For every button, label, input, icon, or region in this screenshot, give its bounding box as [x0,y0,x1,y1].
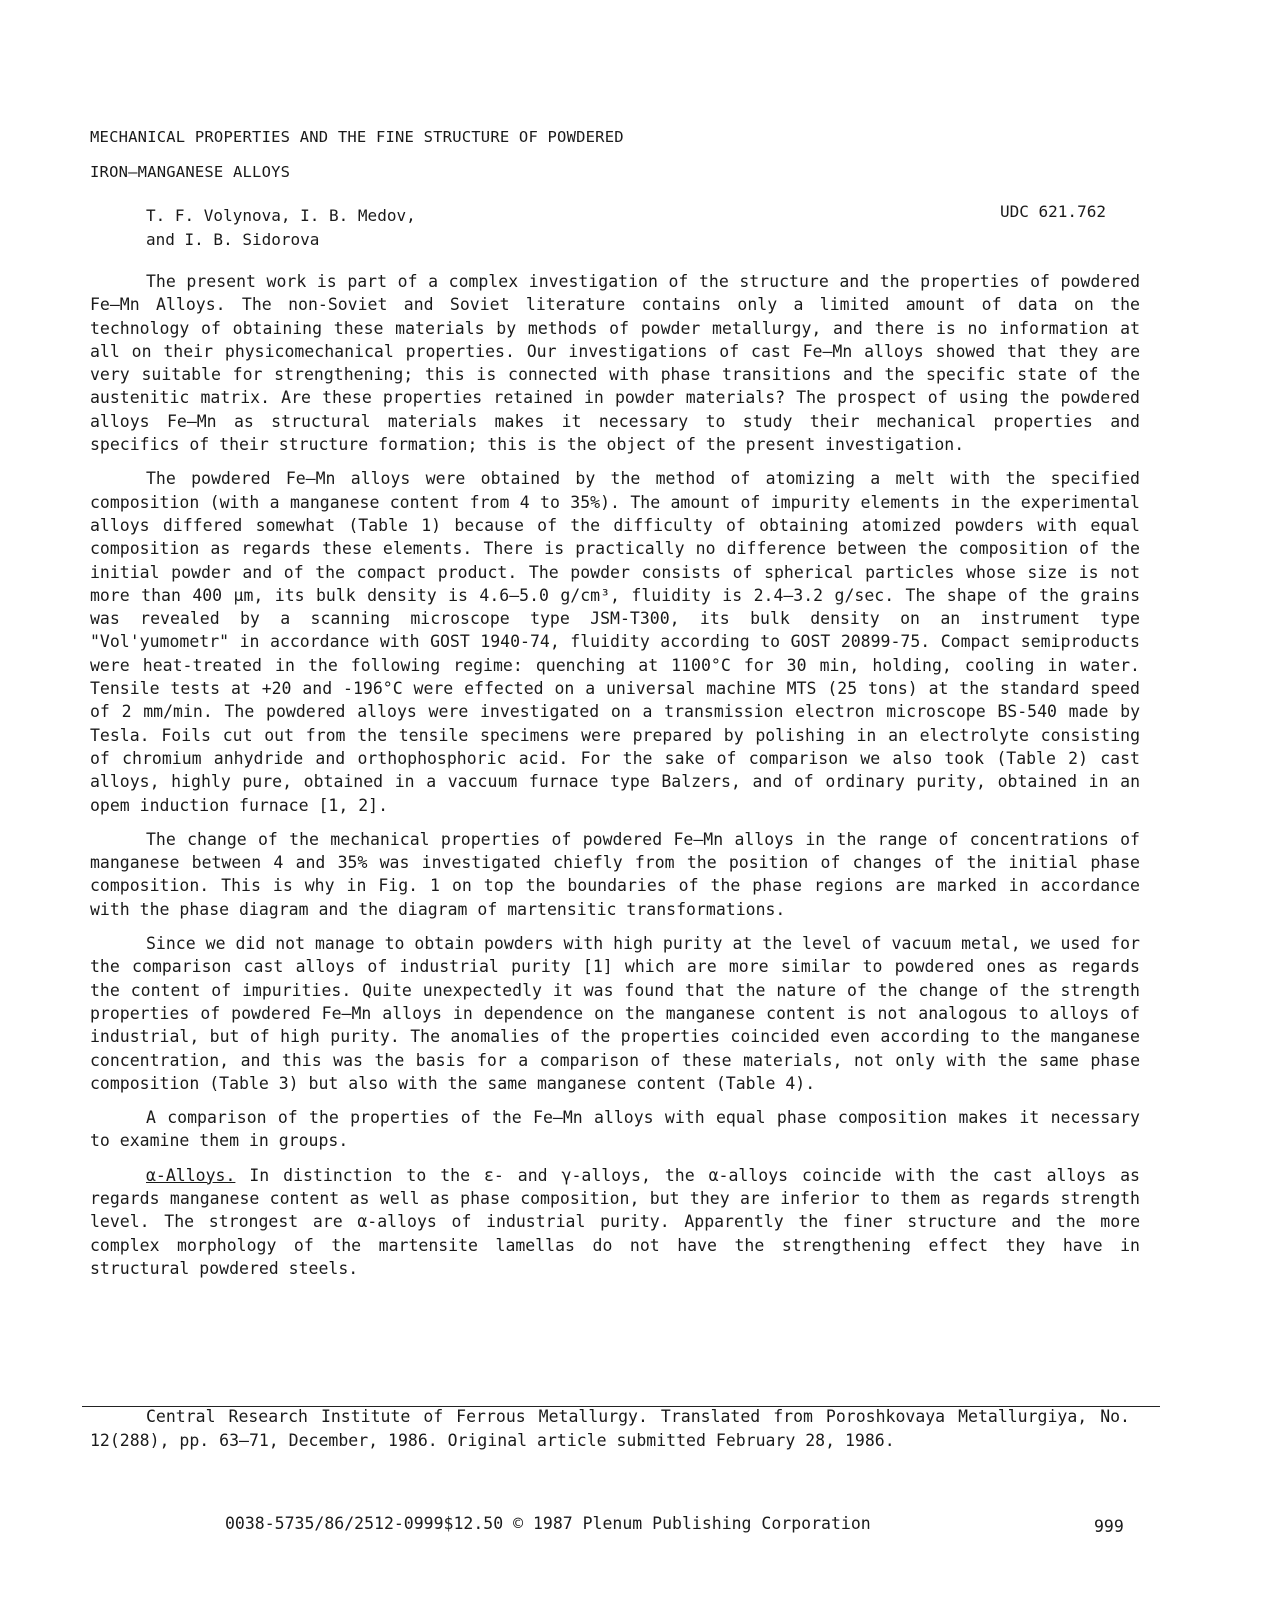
title-line-1: MECHANICAL PROPERTIES AND THE FINE STRUCTURE OF POWDERED [90,128,624,146]
page-number: 999 [1094,1517,1124,1536]
publication-code: 0038-5735/86/2512-0999$12.50 © 1987 Plenum Publishing Corporation [225,1514,871,1533]
article-title [90,120,1090,190]
section-heading-alpha-alloys: α-Alloys. [146,1165,236,1185]
article-body [90,270,1140,1291]
paragraph-5: A comparison of the properties of the Fe—Mn alloys with equal phase composition makes it necessary to examine them in groups. [90,1108,1140,1151]
author-line-2: and I. B. Sidorova [146,230,320,249]
udc-code: UDC 621.762 [1000,202,1106,221]
paragraph-3: The change of the mechanical properties of powdered Fe—Mn alloys in the range of concentrations of manganese between 4 and 35% was investigated chiefly from the position of changes of the initial phase composition. This is why in Fig. 1 on top the boundaries of the phase regions are marked in accordance with the phase diagram and the diagram of martensitic transformations. [90,829,1140,919]
author-line-1: T. F. Volynova, I. B. Medov, [146,206,416,225]
paragraph-2: The powdered Fe—Mn alloys were obtained by the method of atomizing a melt with the specified composition (with a manganese content from 4 to 35%). The amount of impurity elements in the experimental alloys differed somewhat (Table 1) because of the difficulty of obtaining atomized powders with equal composition as regards these elements. There is practically no difference between the composition of the initial powder and of the compact product. The powder consists of spherical particles whose size is not more than 400 μm, its bulk density is 4.6–5.0 g/cm³, fluidity is 2.4–3.2 g/sec. The shape of the grains was revealed by a scanning microscope type JSM-T300, its bulk density on an instrument type "Vol'yumometr" in accordance with GOST 1940-74, fluidity according to GOST 20899-75. Compact semiproducts were heat-treated in the following regime: quenching at 1100°C for 30 min, holding, cooling in water. Tensile tests at +20 and -196°C were effected on a universal machine MTS (25 tons) at the standard speed of 2 mm/min. The powdered alloys were investigated on a transmission electron microscope BS-540 made by Tesla. Foils cut out from the tensile specimens were prepared by polishing in an electrolyte consisting of chromium anhydride and orthophosphoric acid. For the sake of comparison we also took (Table 2) cast alloys, highly pure, obtained in a vaccuum furnace type Balzers, and of ordinary purity, obtained in an opem induction furnace [1, 2]. [90,469,1140,815]
author-list [146,204,416,252]
footnote: Central Research Institute of Ferrous Metallurgy. Translated from Poroshkovaya Metallurgiya, No. 12(288), pp. 63–71, December, 1986. Original article submitted February 28, 1986. [90,1407,1130,1450]
paragraph-4: Since we did not manage to obtain powders with high purity at the level of vacuum metal, we used for the comparison cast alloys of industrial purity [1] which are more similar to powdered ones as regards the content of impurities. Quite unexpectedly it was found that the nature of the change of the strength properties of powdered Fe—Mn alloys in dependence on the manganese content is not analogous to alloys of industrial, but of high purity. The anomalies of the properties coincided even according to the manganese concentration, and this was the basis for a comparison of these materials, not only with the same phase composition (Table 3) but also with the same manganese content (Table 4). [90,934,1140,1093]
title-line-2: IRON—MANGANESE ALLOYS [90,163,291,181]
alpha-alloys-text: In distinction to the ε- and γ-alloys, the α-alloys coincide with the cast alloys as regards manganese content as well as phase composition, but they are inferior to them as regards strength level. The strongest are α-alloys of industrial purity. Apparently the finer structure and the more complex morphology of the martensite lamellas do not have the strengthening effect they have in structural powdered steels. [90,1165,1140,1278]
paragraph-alpha-alloys [90,1164,1140,1280]
paragraph-1: The present work is part of a complex investigation of the structure and the properties of powdered Fe—Mn Alloys. The non-Soviet and Soviet literature contains only a limited amount of data on the technology of obtaining these materials by methods of powder metallurgy, and there is no information at all on their physicomechanical properties. Our investigations of cast Fe—Mn alloys showed that they are very suitable for strengthening; this is connected with phase transitions and the specific state of the austenitic matrix. Are these properties retained in powder materials? The prospect of using the powdered alloys Fe—Mn as structural materials makes it necessary to study their mechanical properties and specifics of their structure formation; this is the object of the present investigation. [90,272,1140,455]
